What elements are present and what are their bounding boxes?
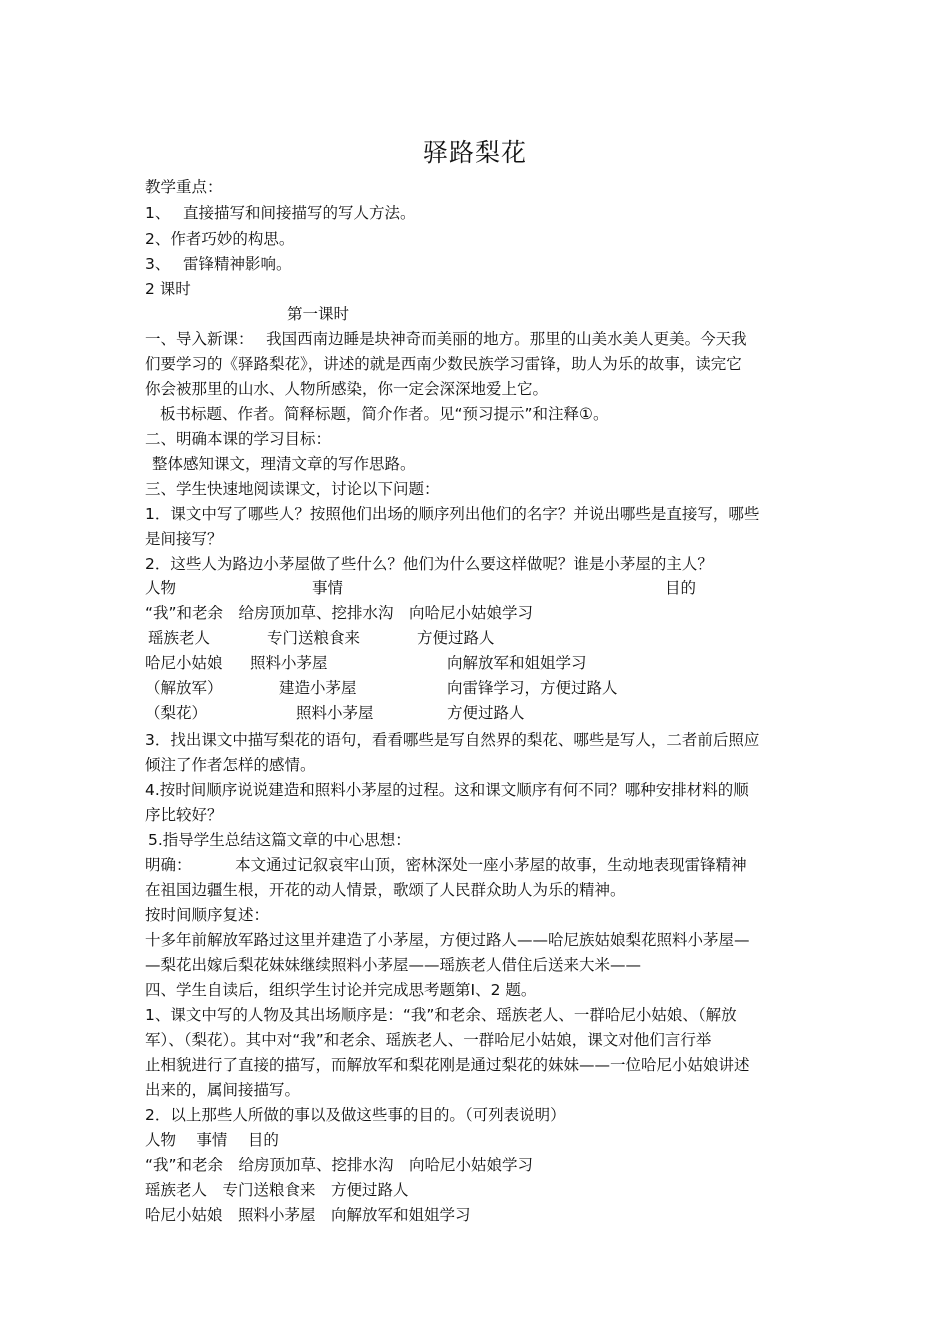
text-line: 第一课时: [287, 305, 350, 323]
table-cell: 建造小茅屋: [279, 679, 357, 697]
table-cell: 向解放军和姐姐学习: [447, 654, 587, 672]
table-header-cell: 人物: [145, 579, 177, 597]
text-line: 3、 雷锋精神影响。: [145, 255, 292, 273]
text-line: 你会被那里的山水、人物所感染，你一定会深深地爱上它。: [145, 380, 549, 398]
text-line: 4.按时间顺序说说建造和照料小茅屋的过程。这和课文顺序有何不同？哪种安排材料的顺: [145, 781, 749, 799]
table-cell: 哈尼小姑娘: [145, 654, 223, 672]
text-line: 军）、（梨花）。其中对“我”和老余、瑶族老人、一群哈尼小姑娘，课文对他们言行举: [145, 1031, 712, 1049]
text-line: 序比较好？: [145, 806, 223, 824]
text-line: 瑶族老人 专门送粮食来 方便过路人: [145, 1181, 409, 1199]
text-line: —梨花出嫁后梨花妹妹继续照料小茅屋——瑶族老人借住后送来大米——: [145, 956, 642, 974]
text-line: 1、 直接描写和间接描写的写人方法。: [145, 204, 416, 222]
text-line: 1．课文中写了哪些人？按照他们出场的顺序列出他们的名字？并说出哪些是直接写，哪些: [145, 505, 760, 523]
text-line: 人物 事情 目的: [145, 1131, 279, 1149]
text-line: 教学重点：: [145, 178, 223, 196]
table-cell: 照料小茅屋: [296, 704, 374, 722]
table-cell: 向雷锋学习，方便过路人: [447, 679, 618, 697]
table-header-cell: 事情: [312, 579, 344, 597]
text-line: 哈尼小姑娘 照料小茅屋 向解放军和姐姐学习: [145, 1206, 471, 1224]
text-line: 倾注了作者怎样的感情。: [145, 756, 316, 774]
table-cell: 照料小茅屋: [250, 654, 328, 672]
table-cell: 专门送粮食来: [267, 629, 361, 647]
table-cell: （梨花）: [145, 704, 208, 722]
text-line: 5.指导学生总结这篇文章的中心思想：: [148, 831, 411, 849]
text-line: 明确： 本文通过记叙哀牢山顶，密林深处一座小茅屋的故事，生动地表现雷锋精神: [145, 856, 747, 874]
text-line: 整体感知课文，理清文章的写作思路。: [152, 455, 416, 473]
table-cell: 瑶族老人: [148, 629, 211, 647]
text-line: 出来的，属间接描写。: [145, 1081, 301, 1099]
table-header-cell: 目的: [665, 579, 697, 597]
text-line: 一、导入新课： 我国西南边睡是块神奇而美丽的地方。那里的山美水美人更美。今天我: [145, 330, 747, 348]
table-cell: （解放军）: [145, 679, 223, 697]
text-line: 在祖国边疆生根，开花的动人情景，歌颂了人民群众助人为乐的精神。: [145, 881, 626, 899]
text-line: 2．这些人为路边小茅屋做了些什么？他们为什么要这样做呢？谁是小茅屋的主人？: [145, 555, 713, 573]
text-line: 四、学生自读后，组织学生讨论并完成思考题第Ⅰ、2 题。: [145, 981, 537, 999]
text-line: “我”和老余 给房顶加草、挖排水沟 向哈尼小姑娘学习: [145, 1156, 534, 1174]
text-line: 二、明确本课的学习目标：: [145, 430, 332, 448]
text-line: 按时间顺序复述：: [145, 906, 270, 924]
table-cell: “我”和老余 给房顶加草、挖排水沟 向哈尼小姑娘学习: [145, 604, 534, 622]
text-line: 2．以上那些人所做的事以及做这些事的目的。（可列表说明）: [145, 1106, 566, 1124]
text-line: 三、学生快速地阅读课文，讨论以下问题：: [145, 480, 440, 498]
text-line: 十多年前解放军路过这里并建造了小茅屋，方便过路人——哈尼族姑娘梨花照料小茅屋—: [145, 931, 750, 949]
text-line: 是间接写？: [145, 530, 223, 548]
text-line: 1、课文中写的人物及其出场顺序是：“我”和老余、瑶族老人、一群哈尼小姑娘、（解放: [145, 1006, 737, 1024]
text-line: 板书标题、作者。简释标题，简介作者。见“预习提示”和注释①。: [160, 405, 609, 423]
table-cell: 方便过路人: [447, 704, 525, 722]
document-title: 驿路梨花: [422, 138, 527, 167]
text-line: 3．找出课文中描写梨花的语句，看看哪些是写自然界的梨花、哪些是写人，二者前后照应: [145, 731, 760, 749]
text-line: 们要学习的《驿路梨花》，讲述的就是西南少数民族学习雷锋，助人为乐的故事，读完它: [145, 355, 742, 373]
text-line: 2 课时: [145, 280, 191, 298]
text-line: 止相貌进行了直接的描写，而解放军和梨花刚是通过梨花的妹妹——一位哈尼小姑娘讲述: [145, 1056, 750, 1074]
table-cell: 方便过路人: [417, 629, 495, 647]
text-line: 2、作者巧妙的构思。: [145, 230, 295, 248]
